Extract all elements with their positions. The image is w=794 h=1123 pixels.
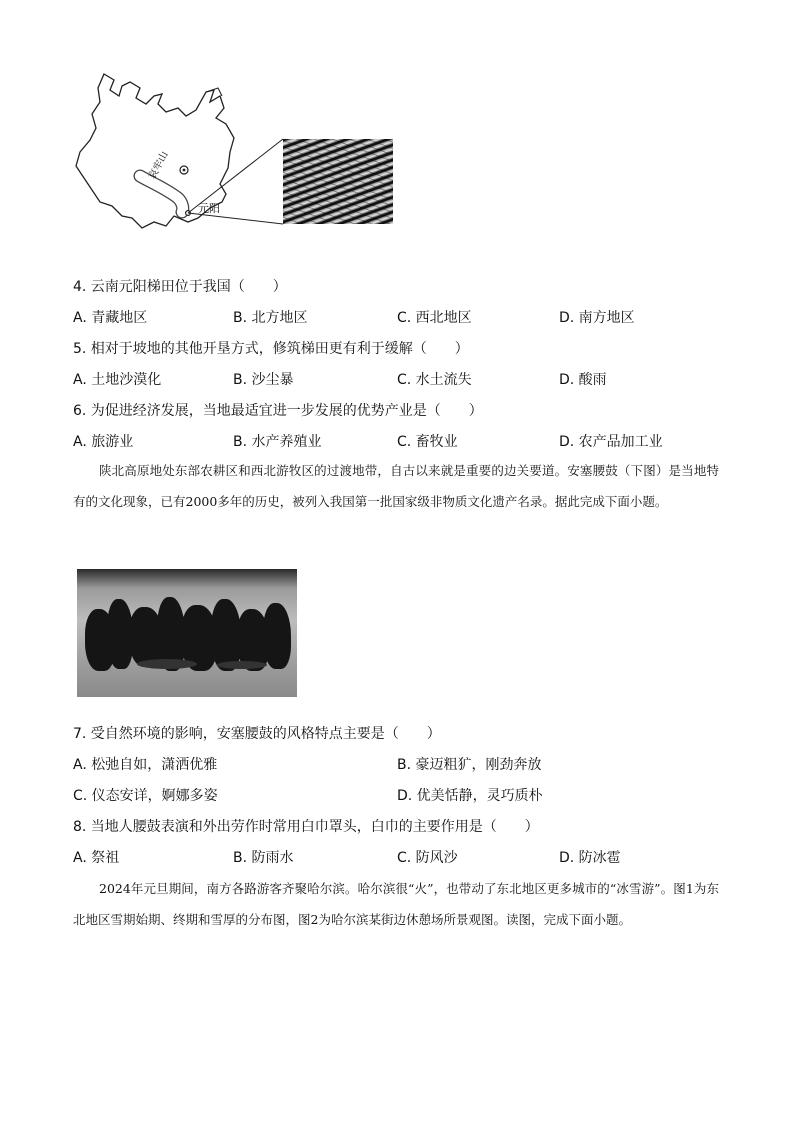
q4-option-b: B. 北方地区	[233, 310, 308, 326]
question-5-stem: 5. 相对于坡地的其他开垦方式，修筑梯田更有利于缓解（ ）	[73, 341, 469, 357]
q5-option-a: A. 土地沙漠化	[73, 372, 162, 388]
q5-option-d: D. 酸雨	[559, 372, 607, 388]
mountain-label: 哀牢山	[146, 149, 171, 182]
q5-option-c: C. 水土流失	[397, 372, 472, 388]
q5-option-b: B. 沙尘暴	[233, 372, 294, 388]
q6-option-d: D. 农产品加工业	[559, 434, 663, 450]
q7-option-c: C. 仪态安详，婀娜多姿	[73, 788, 218, 804]
q6-option-b: B. 水产养殖业	[233, 434, 322, 450]
q7-option-b: B. 豪迈粗犷，刚劲奔放	[397, 757, 542, 773]
q6-option-c: C. 畜牧业	[397, 434, 458, 450]
harbin-passage: 2024年元旦期间，南方各路游客齐聚哈尔滨。哈尔滨很“火”，也带动了东北地区更多城市的“冰雪游”。图1为东北地区雪期始期、终期和雪厚的分布图，图2为哈尔滨某街边休憩场所景观图。读图，完成下面小题。	[73, 881, 719, 927]
q4-option-c: C. 西北地区	[397, 310, 472, 326]
q4-option-d: D. 南方地区	[559, 310, 635, 326]
rice-terrace-photo	[283, 139, 393, 224]
question-4-stem: 4. 云南元阳梯田位于我国（ ）	[73, 279, 287, 295]
q7-option-d: D. 优美恬静，灵巧质朴	[397, 788, 543, 804]
q8-option-b: B. 防雨水	[233, 850, 294, 866]
question-8-stem: 8. 当地人腰鼓表演和外出劳作时常用白巾罩头，白巾的主要作用是（ ）	[73, 819, 539, 835]
question-7-stem: 7. 受自然环境的影响，安塞腰鼓的风格特点主要是（ ）	[73, 726, 441, 742]
question-6-stem: 6. 为促进经济发展，当地最适宜进一步发展的优势产业是（ ）	[73, 403, 483, 419]
q8-option-c: C. 防风沙	[397, 850, 458, 866]
q7-option-a: A. 松弛自如，潇洒优雅	[73, 757, 218, 773]
q8-option-d: D. 防冰雹	[559, 850, 621, 866]
q8-option-a: A. 祭祖	[73, 850, 120, 866]
town-label: 元阳	[198, 202, 220, 215]
q6-option-a: A. 旅游业	[73, 434, 134, 450]
ansai-passage: 陕北高原地处东部农耕区和西北游牧区的过渡地带，自古以来就是重要的边关要道。安塞腰鼓（下图）是当地特有的文化现象，已有2000多年的历史，被列入我国第一批国家级非物质文化遗产名录。据此完成下面小题。	[73, 463, 719, 509]
ansai-waist-drum-photo	[77, 569, 297, 697]
q4-option-a: A. 青藏地区	[73, 310, 148, 326]
